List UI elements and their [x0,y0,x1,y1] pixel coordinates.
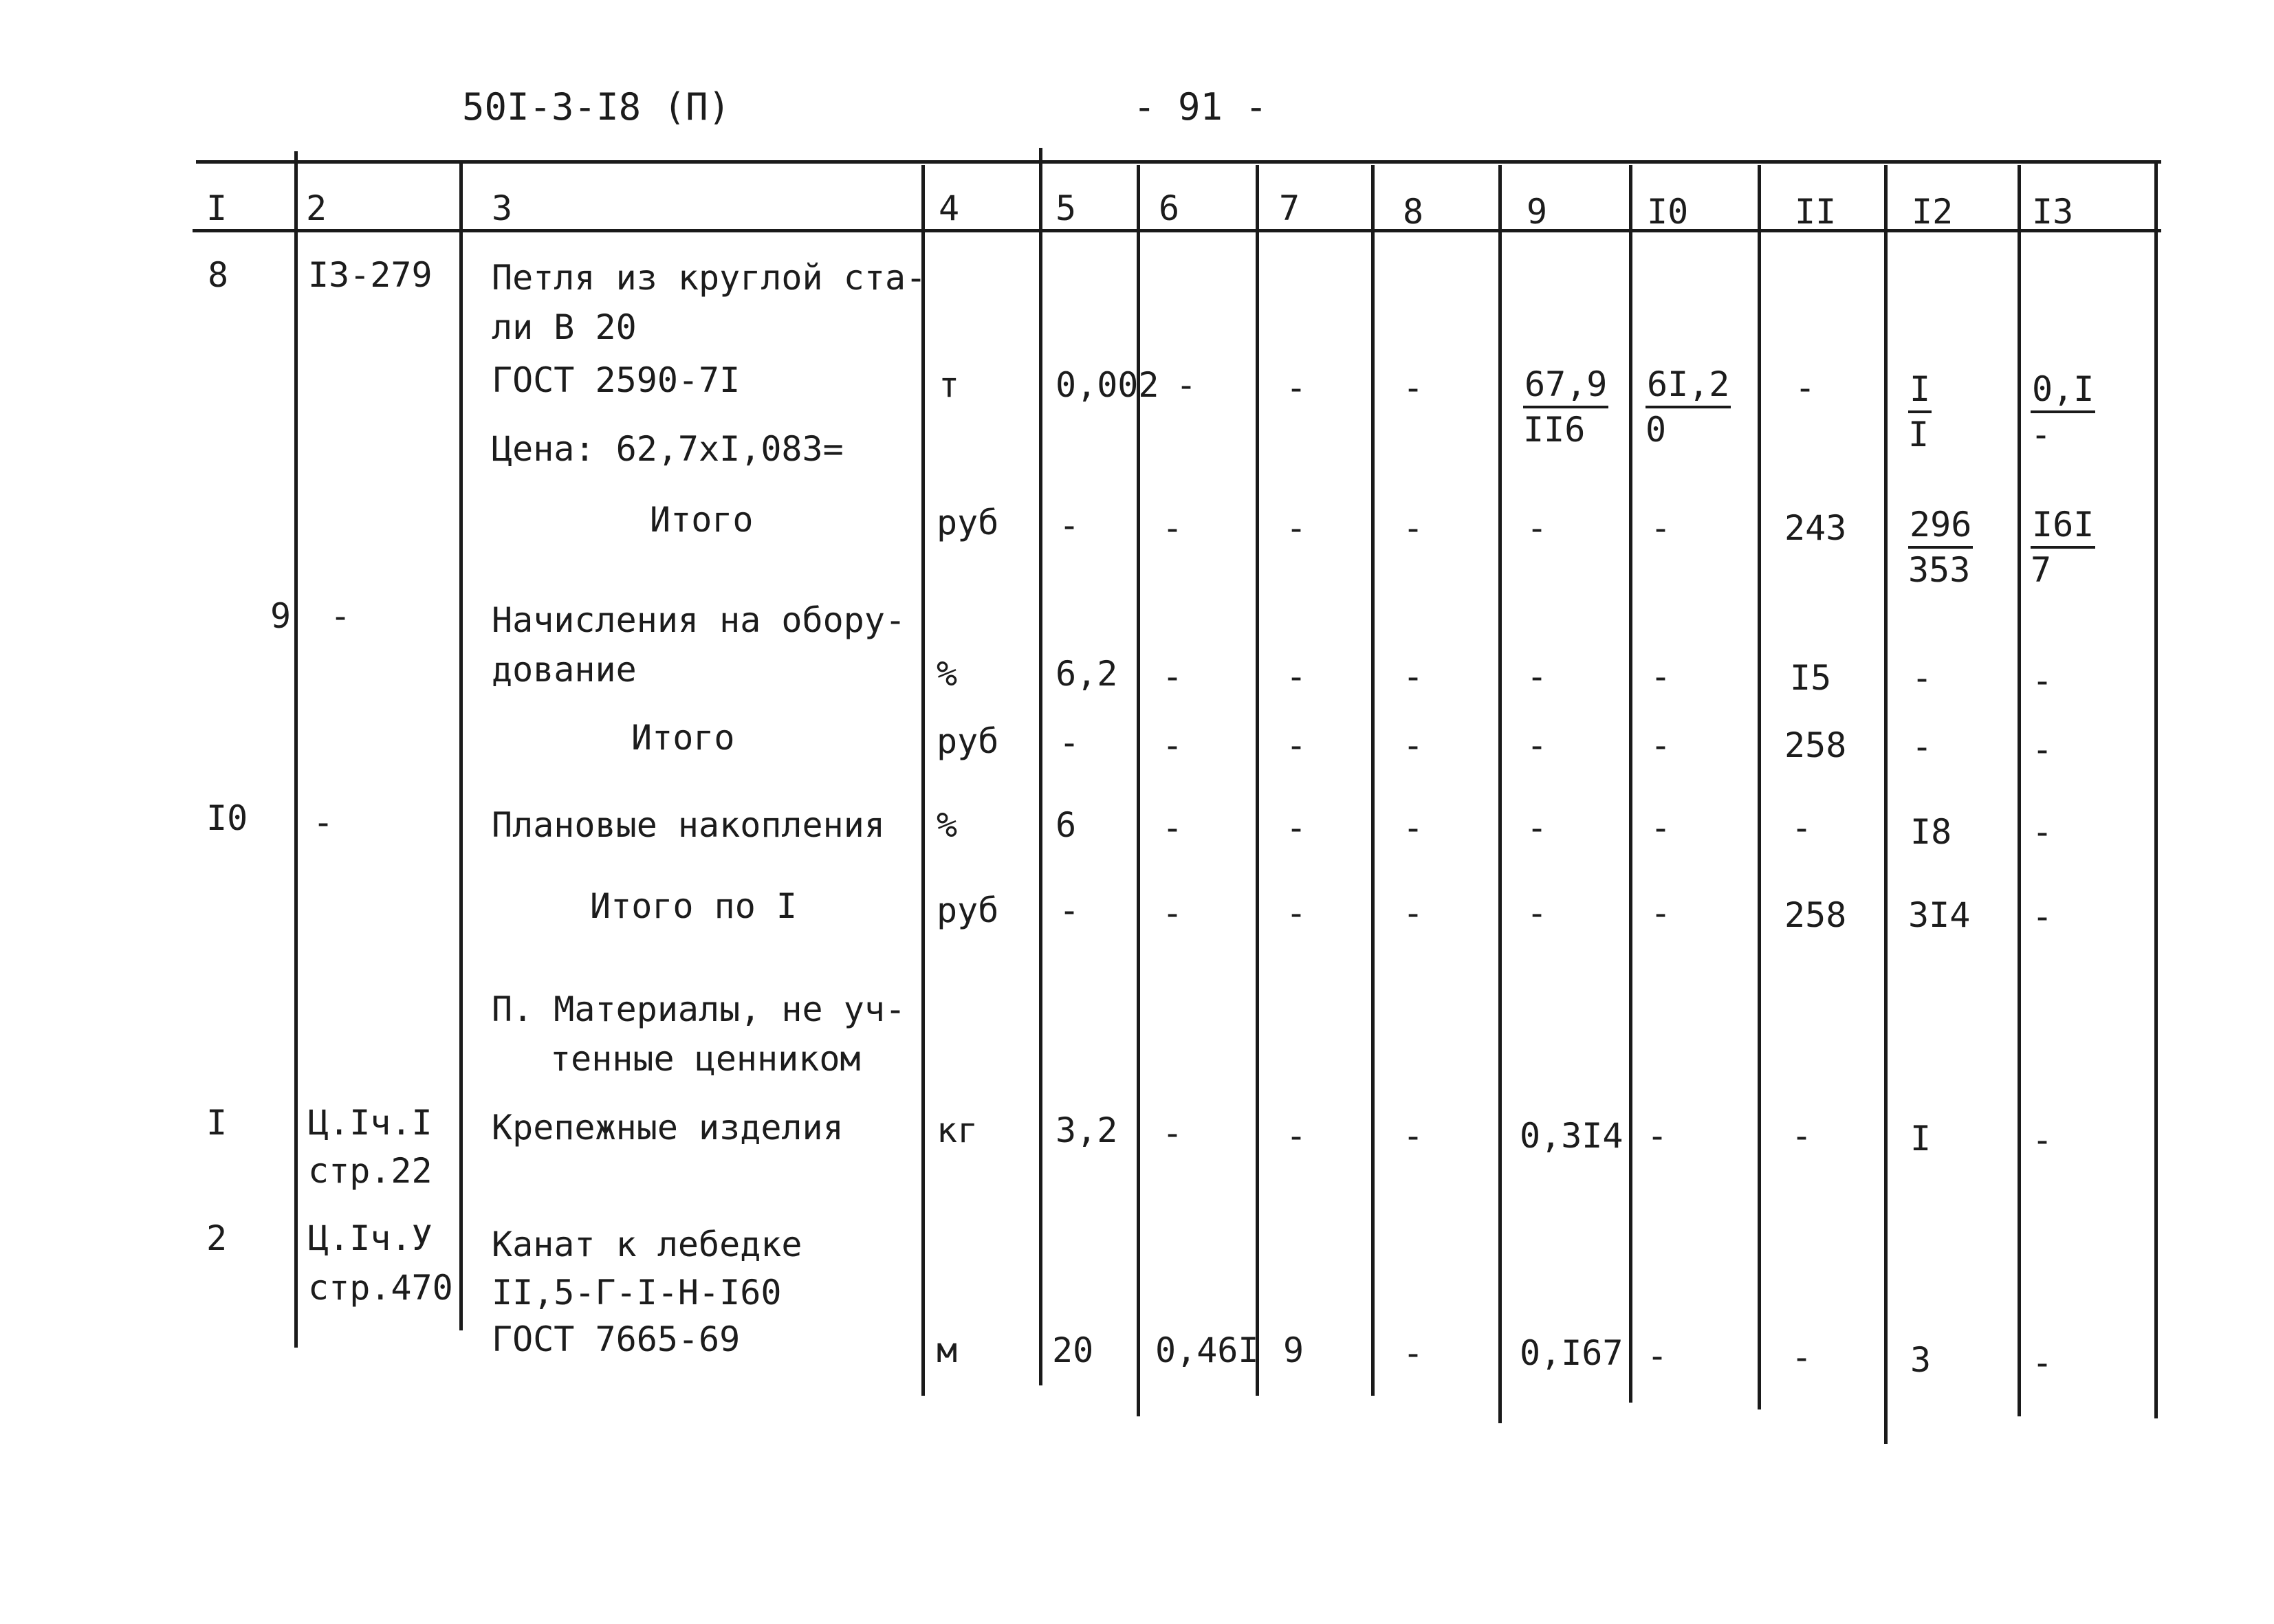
fraction-numerator: 0,I [2031,368,2095,413]
value-cell: - [1650,508,1672,548]
value-cell: - [1527,808,1548,848]
value-cell: - [1162,808,1183,848]
row-number: 2 [206,1218,228,1258]
column-divider-7 [1371,165,1375,1396]
item-name: Начисления на обору- [492,600,906,640]
value-cell: - [2032,1120,2053,1160]
value-cell: - [2032,812,2053,852]
value-cell: - [2032,661,2053,701]
column-divider-3 [921,165,925,1396]
value-cell: - [1403,808,1424,848]
column-header-12: I2 [1912,192,1954,232]
value-cell: I5 [1790,658,1832,698]
value-cell: 243 [1784,508,1847,548]
fraction-denominator: 0 [1646,410,1667,450]
total-label: Итого по I [590,886,798,926]
value-cell: - [1059,723,1080,762]
value-cell: - [1162,893,1183,933]
value-cell: - [1059,505,1080,545]
value-cell: 258 [1784,895,1847,935]
value-cell: - [1912,658,1933,698]
value-cell: - [1403,657,1424,696]
section-heading: П. Материалы, не уч- [492,989,906,1029]
row-number: I0 [206,798,248,838]
fraction-denominator: II6 [1523,410,1586,450]
item-name: Плановые накопления [492,805,885,845]
value-cell: 3I4 [1908,895,1971,935]
value-cell: - [1176,365,1197,405]
column-header-2: 2 [306,188,327,228]
value-cell: - [1162,725,1183,765]
price-formula: Цена: 62,7хI,083= [492,429,844,469]
value-cell: 3,2 [1056,1110,1118,1150]
value-cell: - [1286,508,1307,548]
value-cell: - [2032,729,2053,769]
fraction-cell [2031,368,2095,456]
column-divider-1 [294,151,298,1348]
value-cell: - [1791,808,1813,848]
value-cell: - [1650,657,1672,696]
unit-cell: % [937,654,958,694]
value-cell: - [1403,893,1424,933]
value-cell: 0,I67 [1520,1333,1623,1373]
column-divider-9 [1629,165,1632,1403]
value-cell: - [1650,893,1672,933]
value-cell: 6 [1056,805,1077,845]
column-header-5: 5 [1056,188,1077,228]
column-divider-10 [1758,165,1761,1409]
total-label: Итого [631,718,735,758]
value-cell: - [1403,1333,1424,1373]
value-cell: - [1647,1116,1668,1156]
value-cell: - [1162,657,1183,696]
price-code: I3-279 [308,255,433,295]
fraction-cell [1908,503,1973,591]
column-divider-12 [2018,165,2021,1416]
item-name: Петля из круглой ста- [492,258,927,298]
column-divider-4 [1039,148,1042,1385]
item-name: ГОСТ 7665-69 [492,1319,741,1359]
fraction-numerator: 67,9 [1523,363,1608,408]
column-header-11: II [1795,192,1837,232]
value-cell: - [1791,1116,1813,1156]
price-code: стр.22 [308,1151,433,1191]
unit-cell: руб [937,890,999,930]
item-name: ГОСТ 2590-7I [492,360,741,400]
price-code: Ц.Iч.У [308,1218,433,1258]
unit-cell: % [937,805,958,845]
header-bottom-border [193,229,2161,232]
price-code: стр.470 [308,1268,453,1308]
value-cell: - [1286,808,1307,848]
fraction-numerator: 296 [1908,503,1973,549]
value-cell: - [1650,725,1672,765]
value-cell: - [1527,893,1548,933]
value-cell: 20 [1052,1330,1094,1370]
unit-cell: руб [937,503,999,542]
price-code: - [330,596,351,636]
value-cell: 9 [1283,1330,1304,1370]
value-cell: - [1286,1116,1307,1156]
value-cell: - [1403,725,1424,765]
value-cell: 0,002 [1056,365,1159,405]
unit-cell: кг [937,1110,979,1150]
fraction-cell [1908,368,1932,456]
value-cell: 0,3I4 [1520,1116,1623,1156]
value-cell: - [1162,1113,1183,1153]
column-header-7: 7 [1279,188,1300,228]
item-name: Крепежные изделия [492,1108,844,1148]
value-cell: 6,2 [1056,654,1118,694]
value-cell: 3 [1910,1340,1932,1380]
fraction-numerator: I [1908,368,1932,413]
item-name: II,5-Г-I-Н-I60 [492,1273,782,1313]
value-cell: - [1912,727,1933,767]
column-header-9: 9 [1527,192,1548,232]
column-header-6: 6 [1159,188,1180,228]
column-header-4: 4 [939,188,960,228]
value-cell: - [1286,368,1307,408]
row-number: I [206,1103,228,1143]
fraction-numerator: I6I [2031,503,2095,549]
value-cell: - [1059,890,1080,930]
price-code: - [313,802,334,842]
total-label: Итого [650,500,754,540]
fraction-numerator: 6I,2 [1646,363,1731,408]
value-cell: - [1527,657,1548,696]
item-name: ли В 20 [492,307,637,347]
value-cell: - [1647,1336,1668,1376]
value-cell: - [1403,368,1424,408]
value-cell: - [1403,1116,1424,1156]
value-cell: 258 [1784,725,1847,765]
fraction-denominator: 7 [2031,550,2052,590]
value-cell: I [1910,1119,1932,1159]
value-cell: - [1527,725,1548,765]
value-cell: I8 [1910,812,1952,852]
row-number: 8 [208,255,229,295]
item-name: дование [492,650,637,690]
price-code: Ц.Iч.I [308,1103,433,1143]
column-divider-5 [1137,165,1140,1416]
value-cell: 0,46I [1155,1330,1259,1370]
column-header-8: 8 [1403,192,1424,232]
value-cell: - [1795,368,1816,408]
value-cell: - [1286,725,1307,765]
column-header-10: I0 [1647,192,1689,232]
value-cell: - [2032,1343,2053,1383]
column-header-1: I [206,188,228,228]
item-name: Канат к лебедке [492,1225,802,1264]
column-divider-11 [1884,165,1888,1444]
value-cell: - [1650,808,1672,848]
value-cell: - [1403,508,1424,548]
fraction-cell [1646,363,1731,451]
table-top-border [196,160,2161,164]
value-cell: - [1286,893,1307,933]
column-divider-8 [1498,165,1502,1423]
fraction-denominator: - [2031,415,2052,454]
value-cell: - [1162,508,1183,548]
fraction-cell [2031,503,2095,591]
value-cell: - [1527,508,1548,548]
page-number: - 91 - [1133,85,1268,129]
fraction-cell [1523,363,1608,451]
fraction-denominator: I [1908,415,1929,454]
unit-cell: м [937,1330,958,1370]
document-code: 50I-3-I8 (П) [462,85,731,129]
column-divider-6 [1256,165,1259,1396]
value-cell: - [1286,657,1307,696]
value-cell: - [2032,897,2053,936]
value-cell: - [1791,1337,1813,1377]
unit-cell: руб [937,721,999,761]
column-divider-2 [459,162,463,1330]
column-header-13: I3 [2032,192,2074,232]
row-number: 9 [270,596,292,636]
table-right-border [2154,160,2158,1418]
column-header-3: 3 [492,188,513,228]
section-heading: тенные ценником [550,1039,861,1079]
fraction-denominator: 353 [1908,550,1971,590]
unit-cell: т [939,365,960,405]
